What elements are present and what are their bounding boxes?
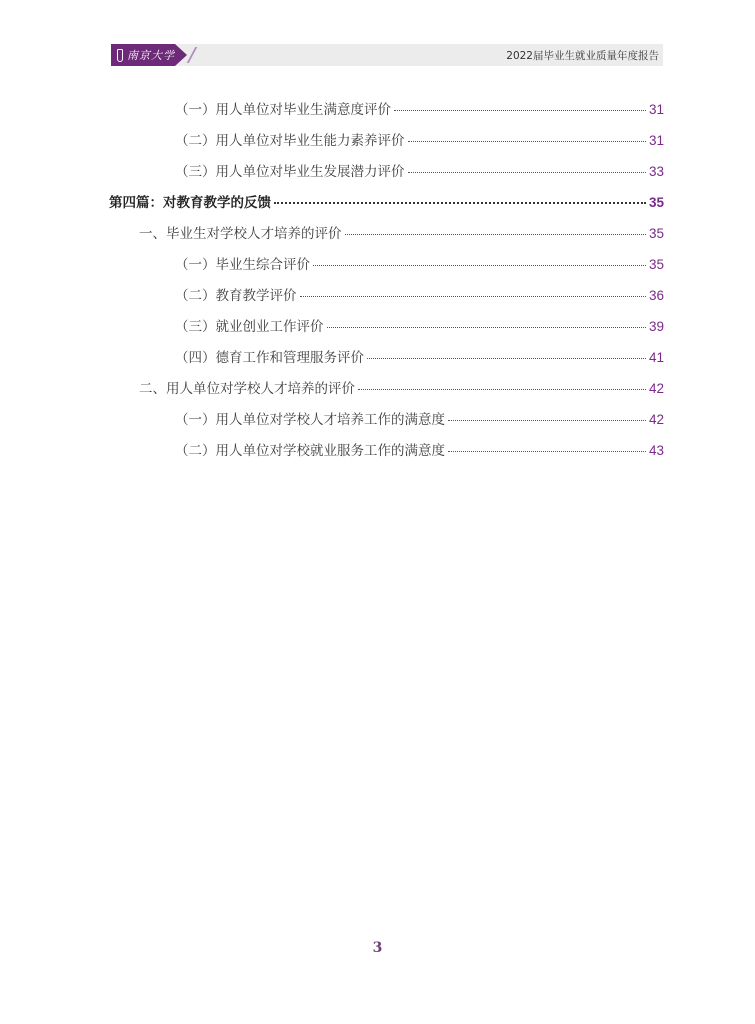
toc-entry-page: 43 (648, 443, 664, 458)
dot-leader (358, 389, 646, 390)
toc-entry-page: 31 (648, 102, 664, 117)
toc-entry-page: 35 (648, 257, 664, 272)
toc-entry-page: 36 (648, 288, 664, 303)
toc-entry-label: （一）用人单位对学校人才培养工作的满意度 (175, 412, 445, 428)
university-logo (111, 44, 175, 66)
dot-leader (408, 141, 646, 142)
toc-entry-label: （二）教育教学评价 (175, 288, 297, 304)
logo-text: 南京大学 (127, 49, 175, 62)
toc-entry-page: 42 (648, 412, 664, 427)
toc-entry[interactable] (175, 160, 664, 180)
toc-entry-label: （三）用人单位对毕业生发展潜力评价 (175, 164, 405, 180)
toc-entry-label: （四）德育工作和管理服务评价 (175, 350, 364, 366)
toc-entry-label: （三）就业创业工作评价 (175, 319, 324, 335)
toc-entry[interactable] (175, 98, 664, 118)
toc-entry-page: 35 (648, 226, 664, 241)
toc-entry-label: （二）用人单位对学校就业服务工作的满意度 (175, 443, 445, 459)
dot-leader (300, 296, 646, 297)
toc-entry[interactable] (175, 346, 664, 366)
dot-leader (448, 420, 646, 421)
toc-entry[interactable] (175, 439, 664, 459)
toc-entry[interactable] (175, 253, 664, 273)
toc-entry-page: 41 (648, 350, 664, 365)
dot-leader (327, 327, 646, 328)
dot-leader (313, 265, 646, 266)
dot-leader (345, 234, 646, 235)
toc-entry-page: 31 (648, 133, 664, 148)
emblem-icon (117, 49, 123, 62)
toc-entry-label: 一、毕业生对学校人才培养的评价 (139, 226, 342, 242)
report-title: 2022届毕业生就业质量年度报告 (506, 50, 659, 62)
toc-entry-label: 第四篇：对教育教学的反馈 (109, 195, 271, 211)
page-header (111, 44, 663, 66)
toc-entry-label: （二）用人单位对毕业生能力素养评价 (175, 133, 405, 149)
dot-leader (448, 451, 646, 452)
toc-entry-label: （一）毕业生综合评价 (175, 257, 310, 273)
toc-entry[interactable] (175, 284, 664, 304)
toc-entry-page: 42 (648, 381, 664, 396)
toc-entry[interactable] (139, 222, 664, 242)
toc-entry[interactable] (175, 408, 664, 428)
toc-entry[interactable] (139, 377, 664, 397)
dot-leader (408, 172, 646, 173)
dot-leader (274, 202, 646, 204)
toc-entry-part[interactable] (109, 191, 664, 211)
dot-leader (394, 110, 646, 111)
toc-entry-page: 35 (648, 195, 664, 210)
toc-entry[interactable] (175, 129, 664, 149)
toc-entry-label: （一）用人单位对毕业生满意度评价 (175, 102, 391, 118)
page-number: 3 (372, 940, 383, 956)
dot-leader (367, 358, 646, 359)
toc-entry-label: 二、用人单位对学校人才培养的评价 (139, 381, 355, 397)
toc-entry-page: 39 (648, 319, 664, 334)
toc-entry-page: 33 (648, 164, 664, 179)
toc-entry[interactable] (175, 315, 664, 335)
